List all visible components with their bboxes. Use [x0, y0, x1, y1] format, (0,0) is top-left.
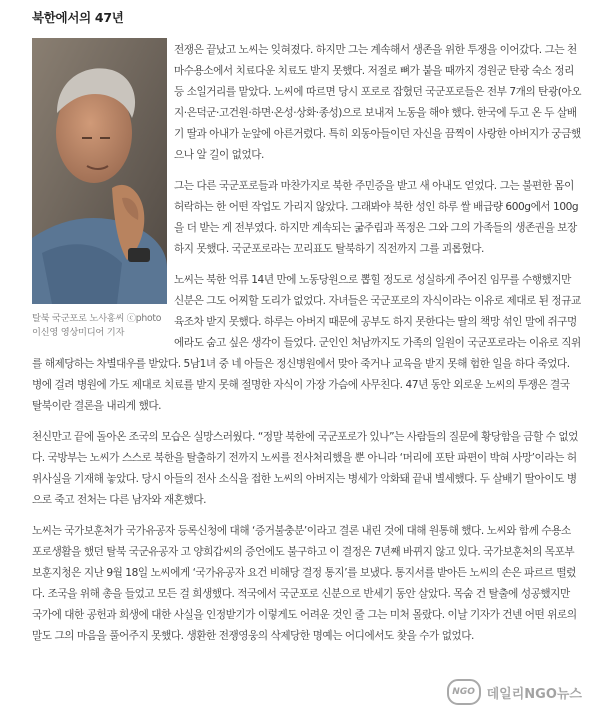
paragraph-2: 그는 다른 국군포로들과 마찬가지로 북한 주민증을 받고 새 아내도 얻었다. 그는 불편한 몸이 허락하는 한 어떤 작업도 가리지 않았다. 그래봐야 북한 성인 하루 쌀 배급량 600g에서 100g을 더 받는 게 전부였다. 하지만 계속되는 굶주림과 폭정은 그와 그의 가족들의 생존권을 보장하지 못했다. 국군포로라는 꼬리표도 탈북하기 직전까지 그를 괴롭혔다. — [174, 180, 579, 255]
paragraph-3: 노씨는 북한 억류 14년 만에 노동당원으로 뽑힐 정도로 성실하게 주어진 임무를 수행했지만 신분은 그도 어찌할 도리가 없었다. 자녀들은 국군포로의 자식이라는 이유로 제대로 된 정규교육조차 받지 못했다. 하루는 아버지 때문에 공부도 하지 못한다는 딸의 책망 섞인 말에 쥐구멍에라도 숨고 싶은 생각이 들었다. 군인인 처남까지도 가족의 일원이 국군포로라는 이유로 직위를 해제당하는 차별대우를 받았다. 5남1녀 중 네 아들은 정신병원에서 맞아 죽거나 교육을 받지 못해 험한 일을 하다 죽었다. 병에 걸려 병원에 가도 제대로 치료를 받지 못해 절명한 자식이 가장 가슴에 사무친다. 47년 동안 외로운 노씨의 투쟁은 결국 탈북이란 결론을 내리게 했다. — [32, 274, 581, 412]
watermark — [447, 679, 582, 705]
paragraph-5: 노씨는 국가보훈처가 국가유공자 등록신청에 대해 ‘증거불충분’이라고 결론 내린 것에 대해 원통해 했다. 노씨와 함께 수용소 포로생활을 했던 탈북 국군유공자 고 양희갑씨의 증언에도 불구하고 이 결정은 7년째 바뀌지 않고 있다. 국가보훈처의 목포부보훈지청은 지난 9월 18일 노씨에게 ‘국가유공자 요건 비해당 결정 통지’를 보냈다. 통지서를 받아든 노씨의 손은 파르르 떨렸다. 조국을 위해 총을 들었고 모든 걸 희생했다. 적국에서 국군포로 신분으로 반세기 동안 살았다. 목숨 건 탈출에 성공했지만 국가에 대한 공헌과 희생에 대한 사실을 인정받기가 이렇게도 어려운 것인 줄 그는 미처 몰랐다. 이날 기자가 건넨 어떤 위로의 말도 그의 마음을 풀어주지 못했다. 생환한 전쟁영웅의 삭제당한 명예는 어디에서도 찾을 수가 없었다. — [32, 525, 577, 642]
paragraph-1: 전쟁은 끝났고 노씨는 잊혀졌다. 하지만 그는 계속해서 생존을 위한 투쟁을 이어갔다. 그는 천마수용소에서 치료다운 치료도 받지 못했다. 저절로 뼈가 붙을 때까지 경원군 탄광 숙소 정리 등 소일거리를 맡았다. 노씨에 따르면 당시 포로로 잡혔던 국군포로들은 전부 7개의 탄광(아오지·은덕군·고건원·하면·온성·상화·종성)으로 보내져 노동을 해야 했다. 한국에 두고 온 두 살배기 딸과 아내가 눈앞에 아른거렸다. 특히 외동아들이던 자신을 끔찍이 사랑한 아버지가 궁금했으나 알 길이 없었다. — [174, 44, 581, 161]
paragraph-4: 천신만고 끝에 돌아온 조국의 모습은 실망스러웠다. “정말 북한에 국군포로가 있나”는 사람들의 질문에 황당함을 금할 수 없었다. 국방부는 노씨가 스스로 북한을 탈출하기 전까지 노씨를 전사처리했을 뿐 아니라 ‘머리에 포탄 파편이 박혀 사망’이라는 허위사실을 기재해 놓았다. 당시 아들의 전사 소식을 접한 노씨의 아버지는 병세가 악화돼 끝내 별세했다. 두 살배기 딸아이도 병으로 죽고 전처는 다른 남자와 재혼했다. — [32, 431, 578, 506]
article-heading: 북한에서의 47년 — [32, 10, 124, 25]
ngo-logo-icon: NGO — [447, 679, 481, 705]
watermark-text: 데일리NGO뉴스 — [486, 686, 582, 702]
article-body — [32, 40, 582, 657]
photo-caption: 탈북 국군포로 노사홍씨 ⓒphoto 이신영 영상미디어 기자 — [32, 313, 162, 338]
